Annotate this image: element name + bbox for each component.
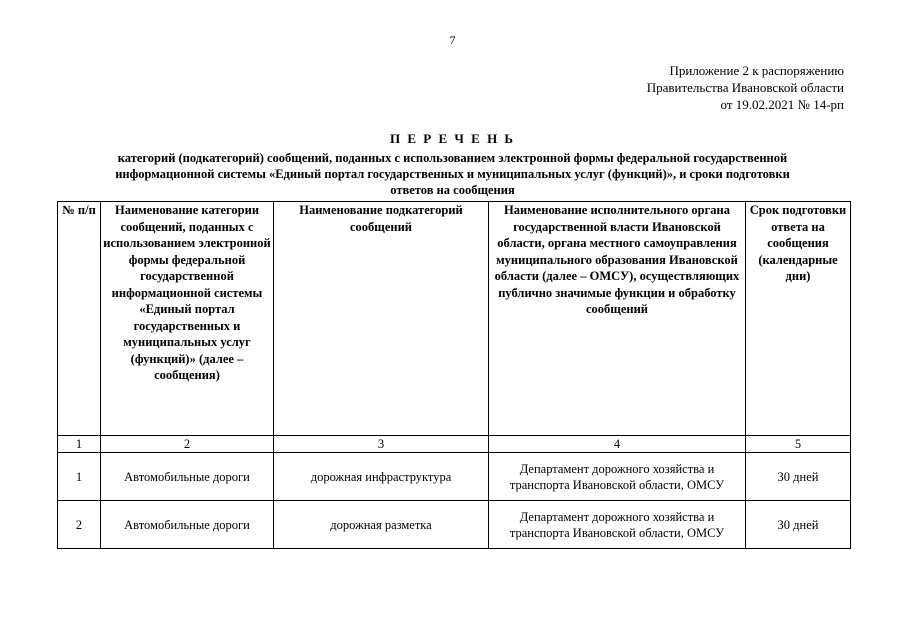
cell-authority: Департамент дорожного хозяйства и транспорта Ивановской области, ОМСУ bbox=[489, 453, 746, 501]
categories-table bbox=[57, 201, 851, 549]
column-number: 5 bbox=[746, 436, 851, 453]
annex-block bbox=[647, 62, 844, 113]
cell-category: Автомобильные дороги bbox=[101, 453, 274, 501]
header-subcategory: Наименование подкатегорий сообщений bbox=[274, 202, 489, 436]
cell-authority: Департамент дорожного хозяйства и транспорта Ивановской области, ОМСУ bbox=[489, 501, 746, 549]
document-title: П Е Р Е Ч Е Н Ь bbox=[389, 131, 516, 146]
column-number: 3 bbox=[274, 436, 489, 453]
cell-number: 1 bbox=[58, 453, 101, 501]
cell-number: 2 bbox=[58, 501, 101, 549]
header-deadline: Срок подготовки ответа на сообщения (календарные дни) bbox=[746, 202, 851, 436]
page-number: 7 bbox=[449, 33, 456, 47]
document-subtitle: категорий (подкатегорий) сообщений, поданных с использованием электронной формы федеральной государственной информационной системы «Единый портал государственных и муниципальных услуг (функций)», и сроки подготовки ответов на сообщения bbox=[115, 151, 790, 197]
header-category: Наименование категории сообщений, поданных с использованием электронной формы федеральной государственной информационной системы «Единый портал государственных и муниципальных услуг (функций)» (далее – сообщения) bbox=[101, 202, 274, 436]
annex-line-3: от 19.02.2021 № 14-рп bbox=[720, 97, 844, 112]
cell-deadline: 30 дней bbox=[746, 453, 851, 501]
annex-line-2: Правительства Ивановской области bbox=[646, 80, 844, 95]
cell-deadline: 30 дней bbox=[746, 501, 851, 549]
cell-subcategory: дорожная инфраструктура bbox=[274, 453, 489, 501]
column-numbers-row bbox=[58, 436, 851, 453]
annex-line-1: Приложение 2 к распоряжению bbox=[669, 63, 844, 78]
header-authority: Наименование исполнительного органа государственной власти Ивановской области, органа местного самоуправления муниципального образования Ивановской области (далее – ОМСУ), осуществляющих публично значимые функции и обработку сообщений bbox=[489, 202, 746, 436]
table-header-row bbox=[58, 202, 851, 436]
table-row bbox=[58, 501, 851, 549]
table-row bbox=[58, 453, 851, 501]
column-number: 2 bbox=[101, 436, 274, 453]
cell-category: Автомобильные дороги bbox=[101, 501, 274, 549]
cell-subcategory: дорожная разметка bbox=[274, 501, 489, 549]
header-number: № п/п bbox=[58, 202, 101, 436]
column-number: 4 bbox=[489, 436, 746, 453]
column-number: 1 bbox=[58, 436, 101, 453]
